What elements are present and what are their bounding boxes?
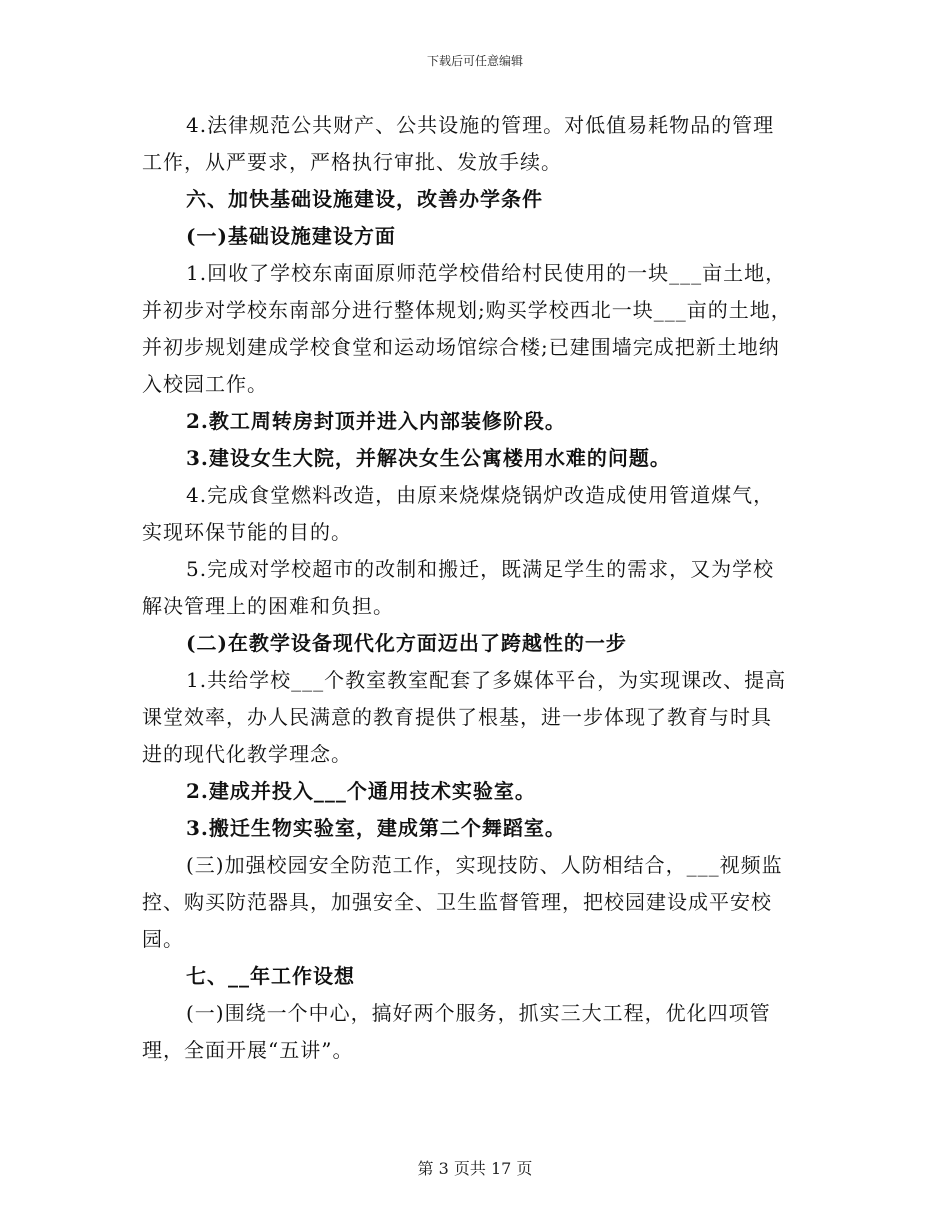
document-body [142, 107, 810, 1069]
page-header: 下载后可任意编辑 [426, 54, 523, 68]
text-line: 入校园工作。 [142, 372, 268, 396]
text-line: 解决管理上的困难和负担。 [142, 594, 394, 618]
paragraph [142, 107, 810, 181]
text-line: 4.法律规范公共财产、公共设施的管理。对低值易耗物品的管理 [186, 113, 775, 137]
text-line: 3.建设女生大院，并解决女生公寓楼用水难的问题。 [186, 446, 671, 470]
paragraph [142, 810, 810, 847]
paragraph [142, 662, 810, 773]
text-line: 工作，从严要求，严格执行审批、发放手续。 [142, 150, 562, 174]
paragraph [142, 403, 810, 440]
text-line: 控、购买防范器具，加强安全、卫生监督管理，把校园建设成平安校 [142, 890, 772, 914]
text-line: 2.建成并投入___个通用技术实验室。 [186, 779, 536, 803]
text-line: 园。 [142, 927, 184, 951]
text-line: 并初步规划建成学校食堂和运动场馆综合楼;已建围墙完成把新土地纳 [142, 335, 780, 359]
text-line: 4.完成食堂燃料改造，由原来烧煤烧锅炉改造成使用管道煤气， [186, 483, 775, 507]
paragraph [142, 477, 810, 551]
text-line: 3.搬迁生物实验室，建成第二个舞蹈室。 [186, 816, 566, 840]
text-line: (三)加强校园安全防范工作，实现技防、人防相结合，___视频监 [186, 853, 783, 877]
paragraph [142, 847, 810, 958]
subsection-heading [142, 625, 810, 662]
text-line: 进的现代化教学理念。 [142, 742, 352, 766]
text-line: 5.完成对学校超市的改制和搬迁，既满足学生的需求，又为学校 [186, 557, 775, 581]
text-line: 1.共给学校___个教室教室配套了多媒体平台，为实现课改、提高 [186, 668, 787, 692]
paragraph [142, 255, 810, 403]
section-heading [142, 958, 810, 995]
paragraph [142, 440, 810, 477]
text-line: 理，全面开展“五讲”。 [142, 1038, 354, 1062]
text-line: 实现环保节能的目的。 [142, 520, 352, 544]
text-line: 课堂效率，办人民满意的教育提供了根基，进一步体现了教育与时具 [142, 705, 772, 729]
subsection-heading [142, 218, 810, 255]
text-line: (一)围绕一个中心，搞好两个服务，抓实三大工程，优化四项管 [186, 1001, 771, 1025]
text-line: (一)基础设施建设方面 [186, 224, 396, 248]
paragraph [142, 551, 810, 625]
paragraph [142, 995, 810, 1069]
page-footer: 第 3 页共 17 页 [417, 1159, 533, 1178]
text-line: 2.教工周转房封顶并进入内部装修阶段。 [186, 409, 566, 433]
section-heading [142, 181, 810, 218]
text-line: (二)在教学设备现代化方面迈出了跨越性的一步 [186, 631, 627, 655]
text-line: 七、__年工作设想 [186, 964, 355, 988]
text-line: 并初步对学校东南部分进行整体规划;购买学校西北一块___亩的土地， [142, 298, 792, 322]
text-line: 六、加快基础设施建设，改善办学条件 [186, 187, 543, 211]
paragraph [142, 773, 810, 810]
text-line: 1.回收了学校东南面原师范学校借给村民使用的一块___亩土地， [186, 261, 787, 285]
